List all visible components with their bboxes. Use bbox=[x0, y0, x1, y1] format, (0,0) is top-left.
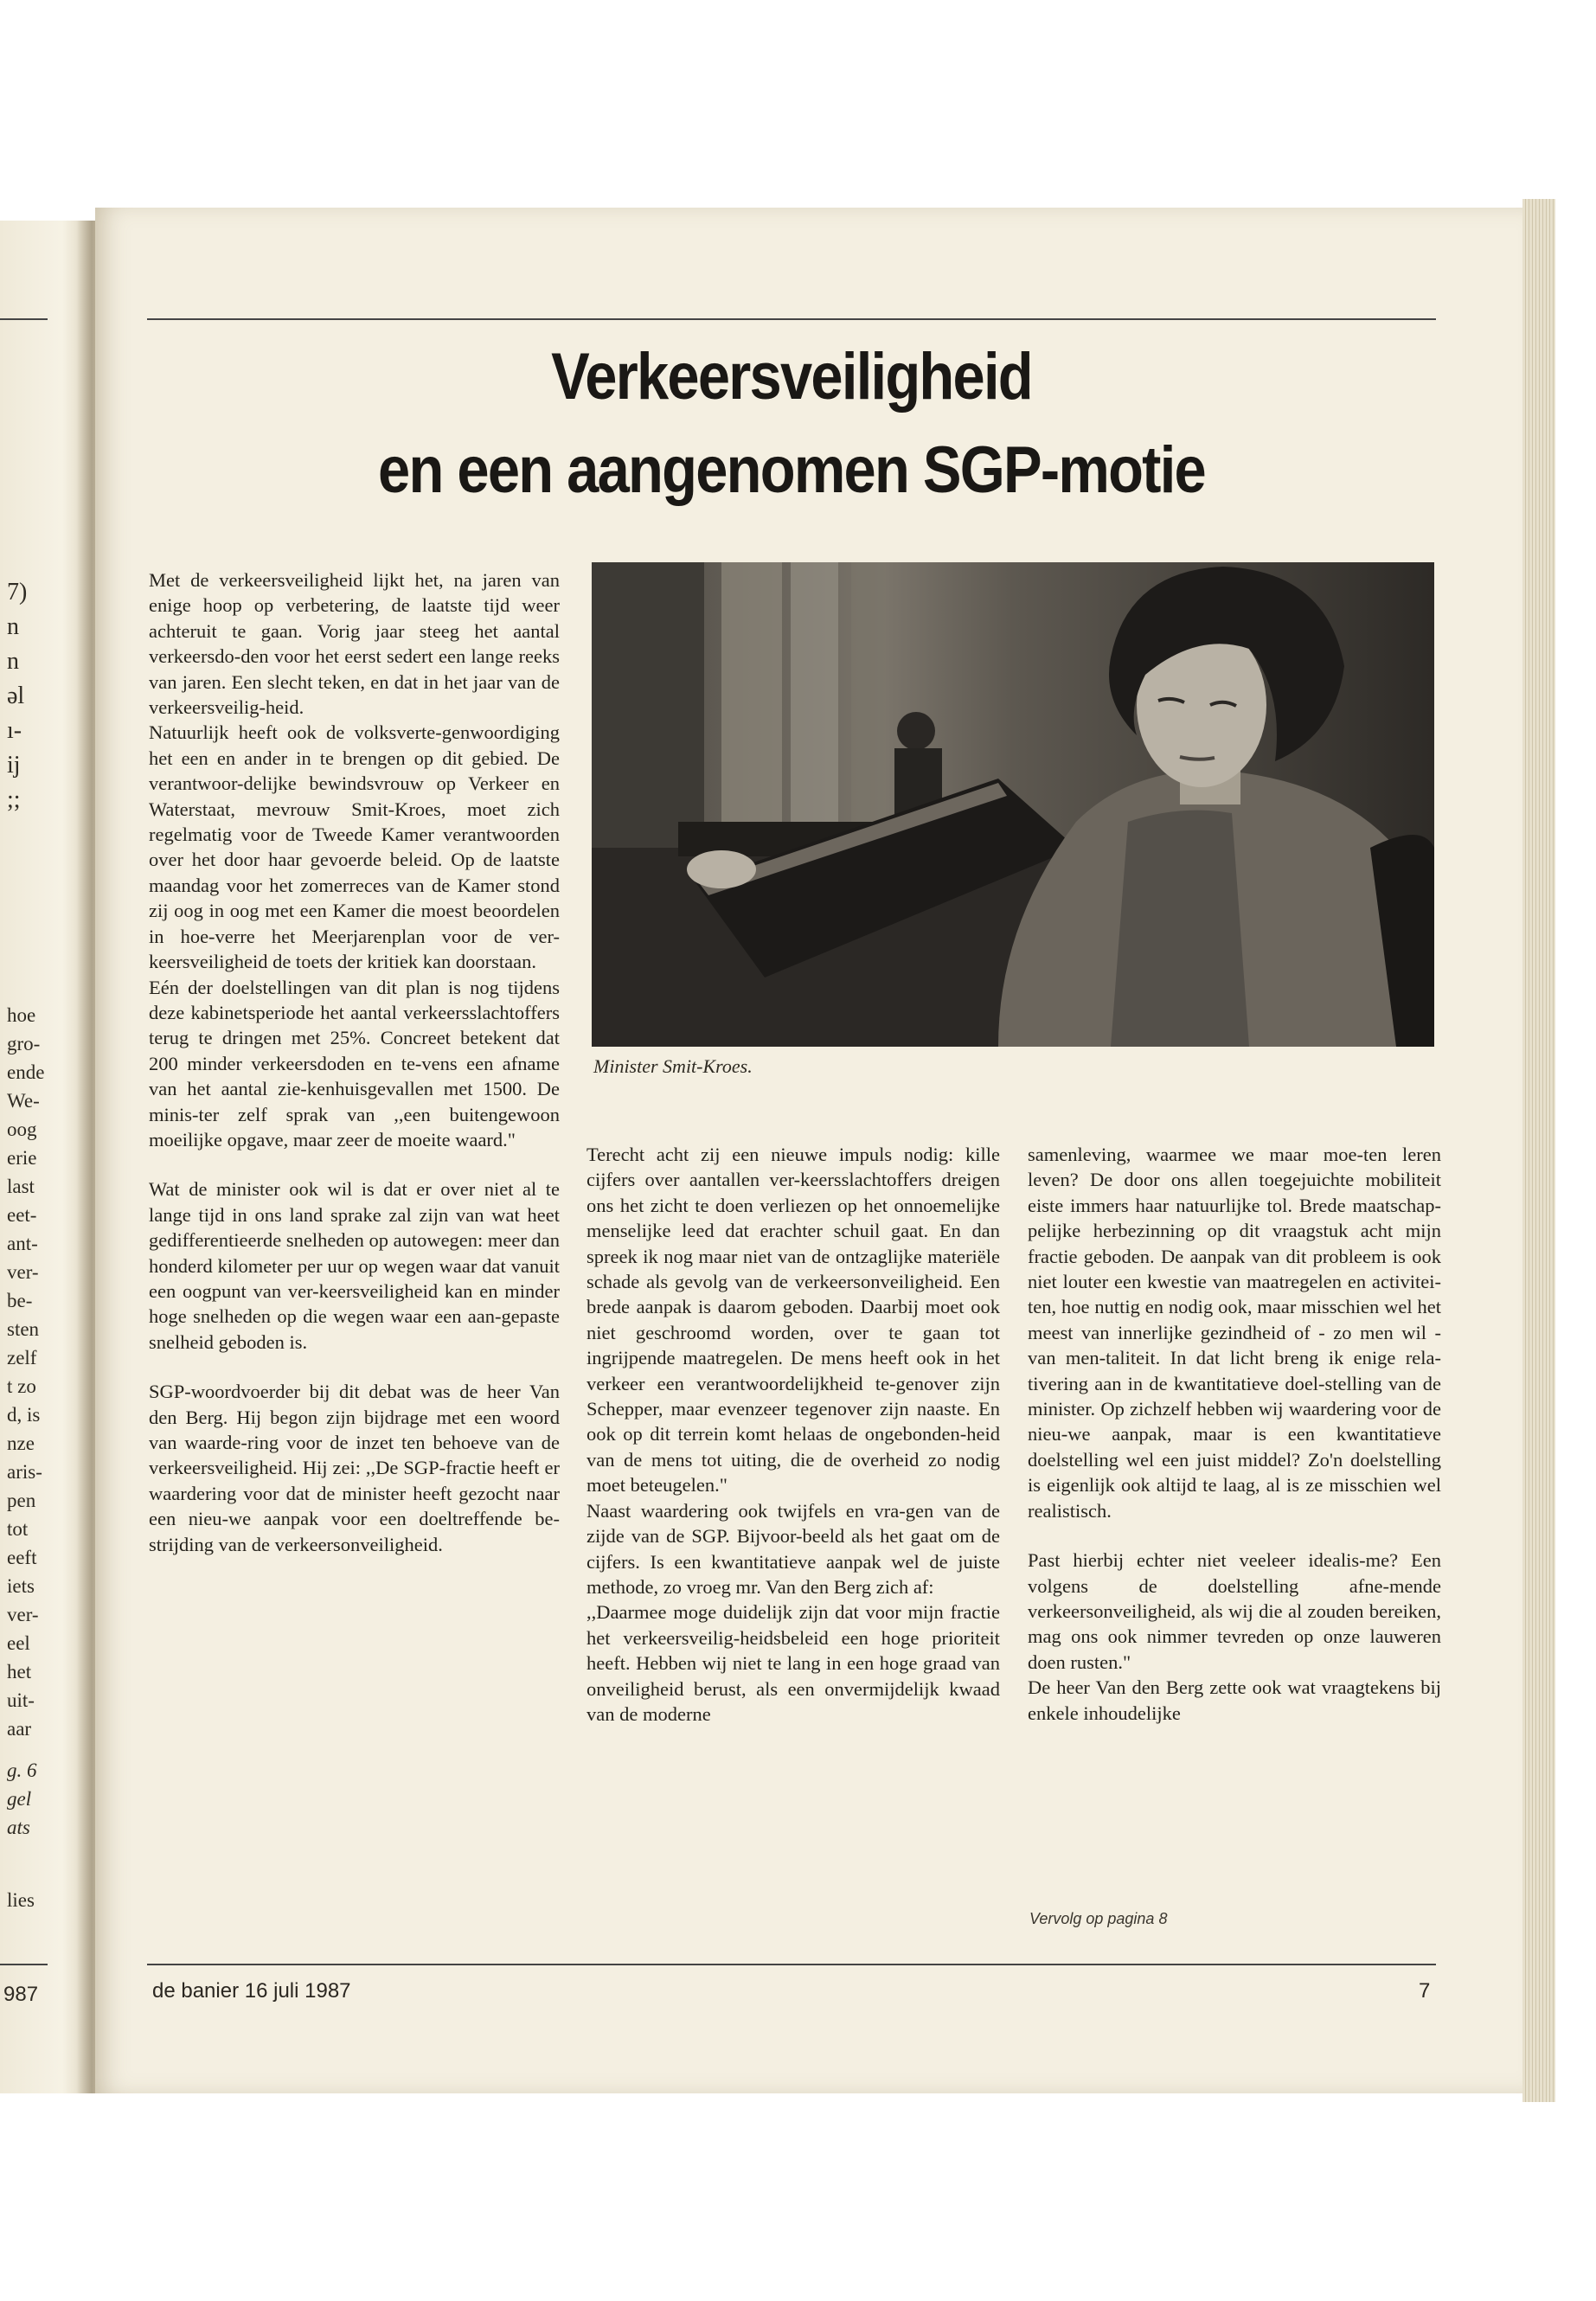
facing-fragment: sten bbox=[7, 1318, 40, 1340]
facing-page-rule bbox=[0, 318, 48, 320]
facing-fragment: gro- bbox=[7, 1033, 41, 1054]
bottom-rule bbox=[147, 1964, 1436, 1965]
facing-fragment: ver- bbox=[7, 1261, 39, 1283]
headline-line-1: Verkeersveiligheid bbox=[551, 340, 1032, 413]
facing-fragment: g. 6 bbox=[7, 1759, 37, 1781]
facing-page-fragments-b bbox=[7, 1001, 85, 1743]
facing-fragment: We- bbox=[7, 1090, 40, 1112]
facing-fragment: ;; bbox=[7, 786, 21, 813]
photo-minister bbox=[592, 562, 1434, 1047]
facing-fragment: aar bbox=[7, 1718, 32, 1740]
facing-fragment: ats bbox=[7, 1817, 30, 1838]
facing-fragment: n bbox=[7, 613, 19, 640]
photo-caption: Minister Smit-Kroes. bbox=[593, 1055, 753, 1077]
facing-page-fragment-d: lies bbox=[7, 1889, 35, 1911]
facing-fragment: eeft bbox=[7, 1547, 37, 1568]
article-column-2 bbox=[586, 1142, 1000, 1727]
facing-fragment: last bbox=[7, 1176, 35, 1197]
facing-page-year: 987 bbox=[3, 1983, 39, 2006]
paragraph: Past hierbij echter niet veeleer idealis-me? Een volgens de doelstelling afne-mende verkeersonveiligheid, als wij die al zouden bereiken, mag ons ook nimmer tevreden op onze lauweren doen rusten." bbox=[1028, 1549, 1441, 1673]
facing-fragment: ant- bbox=[7, 1233, 38, 1254]
facing-fragment: eet- bbox=[7, 1204, 37, 1226]
paragraph: Met de verkeersveiligheid lijkt het, na jaren van enige hoop op verbetering, de laatste tijd weer achteruit te gaan. Vorig jaar steeg het aantal verkeersdo-den voor het eerst sedert een lange reeks van jaren. Een slecht teken, en dat in het jaar van de verkeersveilig-heid. bbox=[149, 569, 560, 719]
paragraph: De heer Van den Berg zette ook wat vraagtekens bij enkele inhoudelijke bbox=[1028, 1676, 1441, 1724]
facing-fragment: tot bbox=[7, 1518, 29, 1540]
page-number: 7 bbox=[1419, 1979, 1431, 2003]
article-column-1 bbox=[149, 567, 560, 1557]
top-rule bbox=[147, 318, 1436, 320]
facing-fragment: eel bbox=[7, 1632, 30, 1654]
facing-fragment: n bbox=[7, 648, 19, 675]
headline-line-2: en een aangenomen SGP-motie bbox=[378, 433, 1205, 507]
facing-fragment: ende bbox=[7, 1061, 45, 1083]
article-column-3 bbox=[1028, 1142, 1441, 1726]
facing-page-rule bbox=[0, 1964, 48, 1965]
paragraph: Natuurlijk heeft ook de volksverte-genwoordiging het een en ander in te brengen op dit gebied. De verantwoor-delijke bewindsvrouw op Verkeer en Waterstaat, mevrouw Smit-Kroes, moet zich regelmatig voor de Tweede Kamer verantwoorden over het door haar gevoerde beleid. Op de laatste maandag voor het zomerreces van de Kamer stond zij oog in oog met een Kamer die moest beoordelen in hoe-verre het Meerjarenplan voor de ver-keersveiligheid de toets der kritiek kan doorstaan. bbox=[149, 721, 560, 973]
paragraph: Terecht acht zij een nieuwe impuls nodig: kille cijfers over aantallen ver-keersslachtoffers dreigen ons het zicht te doen verliezen op het onnoemelijke menselijke leed dat erachter schuil gaat. En dan spreek ik nog maar niet van de ontzaglijke materiële schade als gevolg van de verkeersonveiligheid. Een brede aanpak is daarom geboden. Daarbij moet ook niet geschroomd worden, over te gaan tot ingrijpende maatregelen. De mens heeft ook in het verkeer een verantwoordelijkheid te-genover zijn Schepper, maar evenzeer tegenover zijn naaste. En ook op dit terrein komt helaas de ongebonden-heid van de mens tot uiting, die de overheid zo nodig moet beteugelen." bbox=[586, 1144, 1000, 1497]
facing-fragment: ij bbox=[7, 752, 21, 779]
facing-page-fragments-a bbox=[7, 575, 85, 817]
facing-fragment: əl bbox=[7, 683, 25, 709]
page-stack-edge bbox=[1522, 199, 1555, 2102]
facing-fragment: 7) bbox=[7, 579, 28, 606]
facing-fragment: gel bbox=[7, 1788, 32, 1810]
facing-fragment: ı- bbox=[7, 717, 22, 744]
footer-publication: de banier 16 juli 1987 bbox=[152, 1979, 351, 2003]
paragraph: Wat de minister ook wil is dat er over niet al te lange tijd in ons land sprake zal zijn van wat heet gedifferentieerde snelheden op autowegen: meer dan honderd kilometer per uur op wegen waar dat vanuit een oogpunt van ver-keersveiligheid kan en minder hoge snelheden op die wegen waar een aan-gepaste snelheid geboden is. bbox=[149, 1178, 560, 1353]
facing-fragment: nze bbox=[7, 1433, 35, 1454]
paragraph: samenleving, waarmee we maar moe-ten leren leven? De door ons allen toegejuichte mobiliteit eiste immers haar natuurlijke tol. Brede maatschap-pelijke herbezinning op dit vraagstuk acht mijn fractie geboden. De aanpak van dit probleem is ook niet louter een kwestie van maatregelen en activitei-ten, hoe nuttig en nodig ook, maar misschien wel het meest van innerlijke gezindheid of - zo men wil - van men-taliteit. In dat licht breng ik enige rela-tivering aan in de kwantitatieve doel-stelling van de minister. Op zichzelf hebben wij waardering voor de nieu-we aanpak, maar is een kwantitatieve doelstelling wel een juist middel? Zo'n doelstelling is eigenlijk ook altijd te laag, al is ze misschien wel realistisch. bbox=[1028, 1144, 1441, 1522]
paragraph: Naast waardering ook twijfels en vra-gen van de zijde van de SGP. Bijvoor-beeld als het gaat om de cijfers. Is een kwantitatieve aanpak wel de juiste methode, zo vroeg mr. Van den Berg zich af: bbox=[586, 1499, 1000, 1598]
paragraph: SGP-woordvoerder bij dit debat was de heer Van den Berg. Hij begon zijn bijdrage met een woord van waarde-ring voor de inzet ten behoeve van de verkeersveiligheid. Hij zei: ,,De SGP-fractie heeft er waardering voor dat de minister heeft gezocht naar een nieu-we aanpak voor een doeltreffende be-strijding van de verkeersonveiligheid. bbox=[149, 1381, 560, 1555]
facing-fragment: aris- bbox=[7, 1461, 42, 1483]
facing-page-fragments-c bbox=[7, 1756, 85, 1842]
facing-fragment: zelf bbox=[7, 1347, 37, 1368]
facing-fragment: d, is bbox=[7, 1404, 41, 1426]
facing-fragment: be- bbox=[7, 1290, 33, 1311]
facing-fragment: oog bbox=[7, 1118, 37, 1140]
facing-fragment: hoe bbox=[7, 1004, 36, 1026]
facing-fragment: pen bbox=[7, 1490, 36, 1511]
facing-fragment: uit- bbox=[7, 1689, 35, 1711]
facing-fragment: t zo bbox=[7, 1375, 36, 1397]
continue-note: Vervolg op pagina 8 bbox=[1029, 1910, 1168, 1927]
facing-fragment: erie bbox=[7, 1147, 37, 1169]
paragraph: ,,Daarmee moge duidelijk zijn dat voor mijn fractie het verkeersveilig-heidsbeleid een hoge prioriteit heeft. Hebben wij niet te lang in een hoge graad van onveiligheid berust, als een onvermijdelijk kwaad van de moderne bbox=[586, 1601, 1000, 1725]
photo-illustration bbox=[592, 562, 1434, 1047]
facing-fragment: iets bbox=[7, 1575, 35, 1597]
paragraph: Eén der doelstellingen van dit plan is nog tijdens deze kabinetsperiode het aantal verkeersslachtoffers terug te dringen met 25%. Concreet betekent dat 200 minder verkeersdoden en te-vens een afname van het aantal zie-kenhuisgevallen met 1500. De minis-ter zelf sprak van ,,een buitengewoon moeilijke opgave, maar zeer de moeite waard." bbox=[149, 976, 560, 1150]
facing-fragment: ver- bbox=[7, 1604, 39, 1625]
facing-fragment: het bbox=[7, 1661, 32, 1682]
